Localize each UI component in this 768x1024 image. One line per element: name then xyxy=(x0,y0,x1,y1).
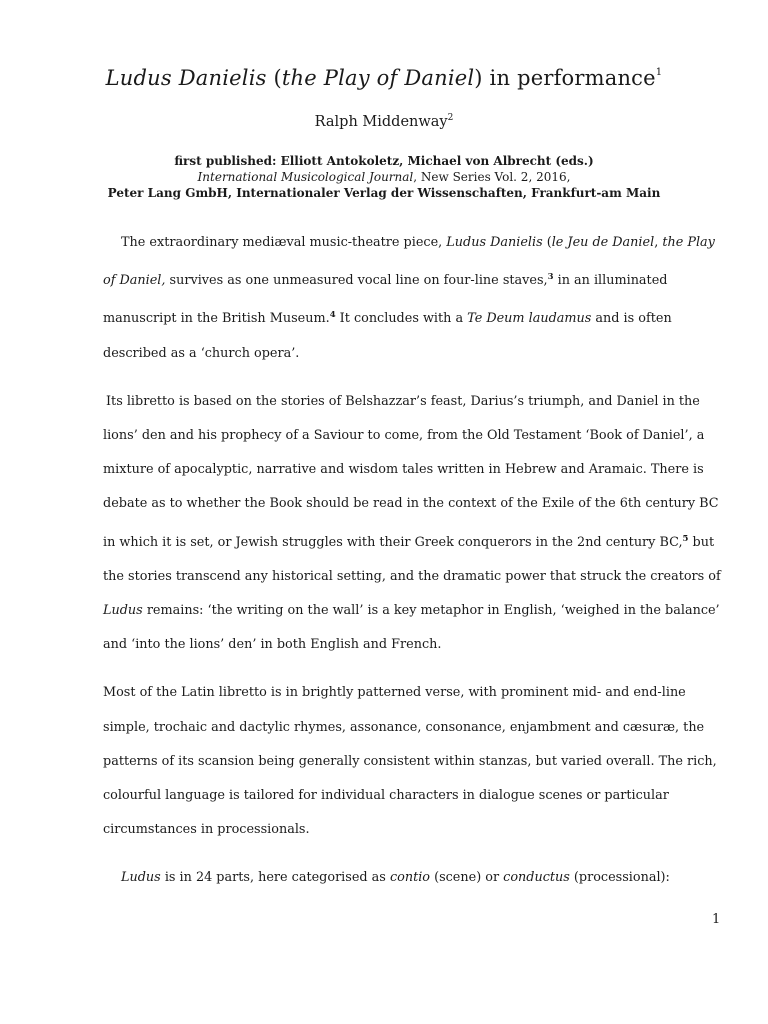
footnote-ref-3[interactable]: 3 xyxy=(547,272,554,283)
footnote-ref-4[interactable]: 4 xyxy=(329,310,336,321)
p1-text-5: in an illuminated manuscript in the British Museum. xyxy=(103,273,668,327)
paragraph-4 xyxy=(103,861,728,895)
p4-italic-3: conductus xyxy=(503,870,570,886)
p1-italic-3: the Play of Daniel, xyxy=(103,235,715,289)
p4-text-3: (processional): xyxy=(569,870,670,886)
publication-line-1: first published: Elliott Antokoletz, Michael von Albrecht (eds.) xyxy=(174,154,594,168)
p4-text-1: is in 24 parts, here categorised as xyxy=(160,870,390,886)
p2-italic-1: Ludus xyxy=(103,603,143,619)
title-footnote-ref[interactable]: 1 xyxy=(655,67,663,78)
title-italic-2: the Play of Daniel xyxy=(281,66,475,90)
p3-text-1: Most of the Latin libretto is in brightly patterned verse, with prominent mid- and end-line simple, trochaic and dactylic rhymes, assonance, consonance, enjambment and cæsuræ, the patterns of its scansion being generally consistent within stanzas, but varied overall. The rich, colourful language is tailored for individual characters in dialogue scenes or particular circumstances in processionals. xyxy=(103,685,717,838)
publication-journal: International Musicological Journal xyxy=(197,170,414,184)
title-italic-1: Ludus Danielis xyxy=(105,66,267,90)
p1-text-7: and is often described as a ‘church opera’. xyxy=(103,311,672,361)
document-title xyxy=(0,66,768,90)
p1-text-1: The extraordinary mediæval music-theatre piece, xyxy=(121,235,447,250)
p1-text-6: It concludes with a xyxy=(335,311,468,327)
paragraph-1 xyxy=(103,226,728,371)
publication-journal-rest: , New Series Vol. 2, 2016, xyxy=(413,170,571,184)
footnote-ref-5[interactable]: 5 xyxy=(682,533,689,544)
p1-text-4: survives as one unmeasured vocal line on four-line staves, xyxy=(165,273,548,289)
author-name: Ralph Middenway xyxy=(314,114,448,130)
p4-italic-2: contio xyxy=(389,870,431,886)
author-footnote-ref[interactable]: 2 xyxy=(447,113,454,123)
p1-italic-1: Ludus Danielis xyxy=(446,235,543,250)
page-number: 1 xyxy=(712,912,721,927)
p2-text-2: but the stories transcend any historical setting, and the dramatic power that struck the creators of xyxy=(103,534,721,584)
title-rest: ) in performance xyxy=(474,66,656,90)
p1-text-2: ( xyxy=(542,235,552,250)
paragraph-2 xyxy=(103,385,728,663)
publication-line-3: Peter Lang GmbH, Internationaler Verlag der Wissenschaften, Frankfurt-am Main xyxy=(107,186,661,200)
p1-italic-4: Te Deum laudamus xyxy=(467,311,592,327)
p2-text-3: remains: ‘the writing on the wall’ is a key metaphor in English, ‘weighed in the balance’ and ‘into the lions’ den’ in both English and French. xyxy=(103,603,720,653)
p1-italic-2: le Jeu de Daniel xyxy=(551,235,655,250)
title-paren-open: ( xyxy=(266,66,282,90)
author-line xyxy=(0,113,768,130)
publication-line-2 xyxy=(0,169,768,185)
p4-text-2: (scene) or xyxy=(430,870,504,886)
p1-text-3: , xyxy=(654,235,663,250)
document-body xyxy=(103,226,728,910)
publication-info xyxy=(0,153,768,201)
paragraph-3 xyxy=(103,676,728,847)
p4-italic-1: Ludus xyxy=(121,870,161,886)
p2-text-1: Its libretto is based on the stories of Belshazzar’s feast, Darius’s triumph, and Daniel in the lions’ den and his prophecy of a Saviour to come, from the Old Testament ‘Book of Daniel’, a mixture of apocalyptic, narrative and wisdom tales written in Hebrew and Aramaic. There is debate as to whether the Book should be read in the context of the Exile of the 6th century BC in which it is set, or Jewish struggles with their Greek conquerors in the 2nd century BC, xyxy=(103,393,719,550)
